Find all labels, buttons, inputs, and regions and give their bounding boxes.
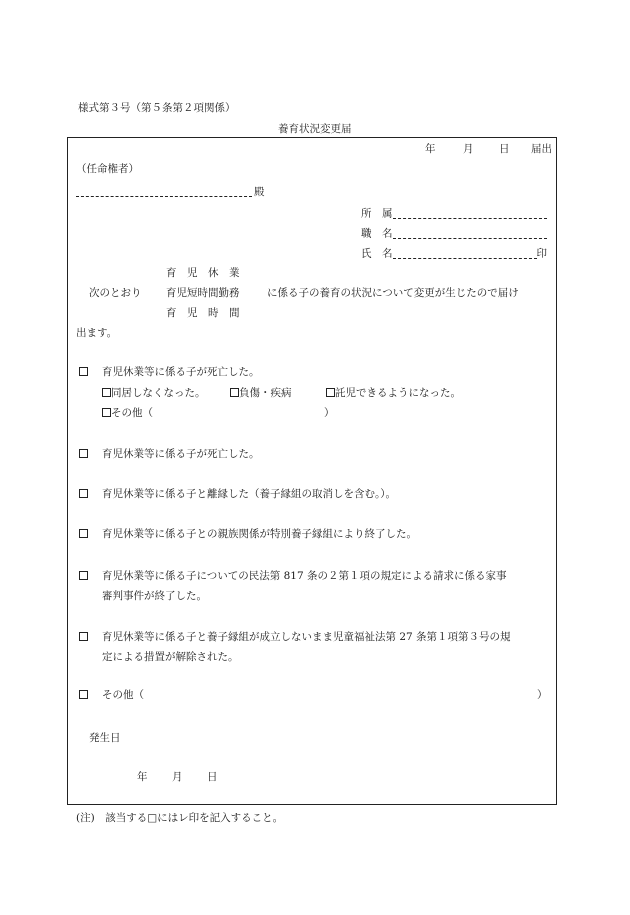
item6-checkbox[interactable] bbox=[79, 632, 88, 643]
occurrence-month: 月 bbox=[172, 771, 183, 783]
item7-checkbox[interactable] bbox=[79, 690, 88, 701]
submit-label: 届出 bbox=[531, 143, 552, 155]
affiliation-field[interactable] bbox=[393, 208, 547, 219]
item7-other-label: その他（ bbox=[102, 689, 144, 701]
position-row bbox=[361, 228, 547, 239]
item1-option-other[interactable]: その他（ bbox=[102, 408, 153, 419]
honorific: 殿 bbox=[254, 185, 265, 198]
item2-checkbox[interactable] bbox=[79, 449, 88, 460]
addressee-field[interactable] bbox=[76, 186, 265, 197]
item1-other-close: ） bbox=[324, 407, 335, 419]
item4-checkbox[interactable] bbox=[79, 529, 88, 540]
name-field[interactable] bbox=[393, 248, 537, 259]
seal-mark: 印 bbox=[536, 247, 547, 260]
date-day-label: 日 bbox=[499, 143, 510, 155]
leave-type-childcare: 育 児 休 業 bbox=[166, 267, 240, 279]
item6-text-line1: 育児休業等に係る子と養子縁組が成立しないまま児童福祉法第 27 条第１項第３号の規 bbox=[102, 631, 511, 643]
checkbox-icon[interactable] bbox=[102, 388, 111, 397]
occurrence-year: 年 bbox=[137, 771, 148, 783]
name-row bbox=[361, 248, 547, 259]
item2-text: 育児休業等に係る子が死亡した。 bbox=[102, 448, 260, 460]
intro-prefix: 次のとおり bbox=[89, 287, 142, 299]
intro-continuation: 出ます。 bbox=[76, 327, 118, 339]
item5-checkbox[interactable] bbox=[79, 571, 88, 582]
leave-type-childcare-time: 育 児 時 間 bbox=[166, 307, 240, 319]
item3-checkbox[interactable] bbox=[79, 489, 88, 500]
item7-other-close: ） bbox=[537, 689, 548, 701]
item1-checkbox[interactable] bbox=[79, 367, 88, 378]
date-month-label: 月 bbox=[463, 143, 474, 155]
position-field[interactable] bbox=[393, 228, 547, 239]
form-title: 養育状況変更届 bbox=[278, 123, 352, 135]
affiliation-label: 所 属 bbox=[361, 207, 393, 220]
appointer-label: （任命権者） bbox=[76, 163, 139, 175]
item5-text-line1: 育児休業等に係る子についての民法第 817 条の２第１項の規定による請求に係る家事 bbox=[102, 570, 507, 582]
checkbox-icon[interactable] bbox=[230, 388, 239, 397]
item1-option-injury[interactable]: 負傷・疾病 bbox=[230, 388, 292, 399]
date-year-label: 年 bbox=[425, 143, 436, 155]
item1-option-cohabit[interactable]: 同居しなくなった。 bbox=[102, 388, 206, 399]
item1-option-daycare[interactable]: 託児できるようになった。 bbox=[326, 388, 461, 399]
item5-text-line2: 審判事件が終了した。 bbox=[102, 590, 207, 602]
checkbox-icon[interactable] bbox=[102, 408, 111, 417]
intro-suffix: に係る子の養育の状況について変更が生じたので届け bbox=[267, 287, 519, 299]
occurrence-label: 発生日 bbox=[89, 732, 121, 744]
checkbox-icon[interactable] bbox=[326, 388, 335, 397]
footnote: (注) 該当する□にはレ印を記入すること。 bbox=[76, 812, 284, 824]
occurrence-day: 日 bbox=[207, 771, 218, 783]
form-number-label: 様式第３号（第５条第２項関係） bbox=[78, 102, 236, 114]
item3-text: 育児休業等に係る子と離縁した（養子縁組の取消しを含む。）。 bbox=[102, 488, 396, 500]
affiliation-row bbox=[361, 208, 547, 219]
item4-text: 育児休業等に係る子との親族関係が特別養子縁組により終了した。 bbox=[102, 528, 417, 540]
leave-type-short-hours: 育児短時間勤務 bbox=[166, 287, 240, 299]
item6-text-line2: 定による措置が解除された。 bbox=[102, 651, 239, 663]
name-label: 氏 名 bbox=[361, 247, 393, 260]
item1-text: 育児休業等に係る子が死亡した。 bbox=[102, 366, 260, 378]
position-label: 職 名 bbox=[361, 227, 393, 240]
